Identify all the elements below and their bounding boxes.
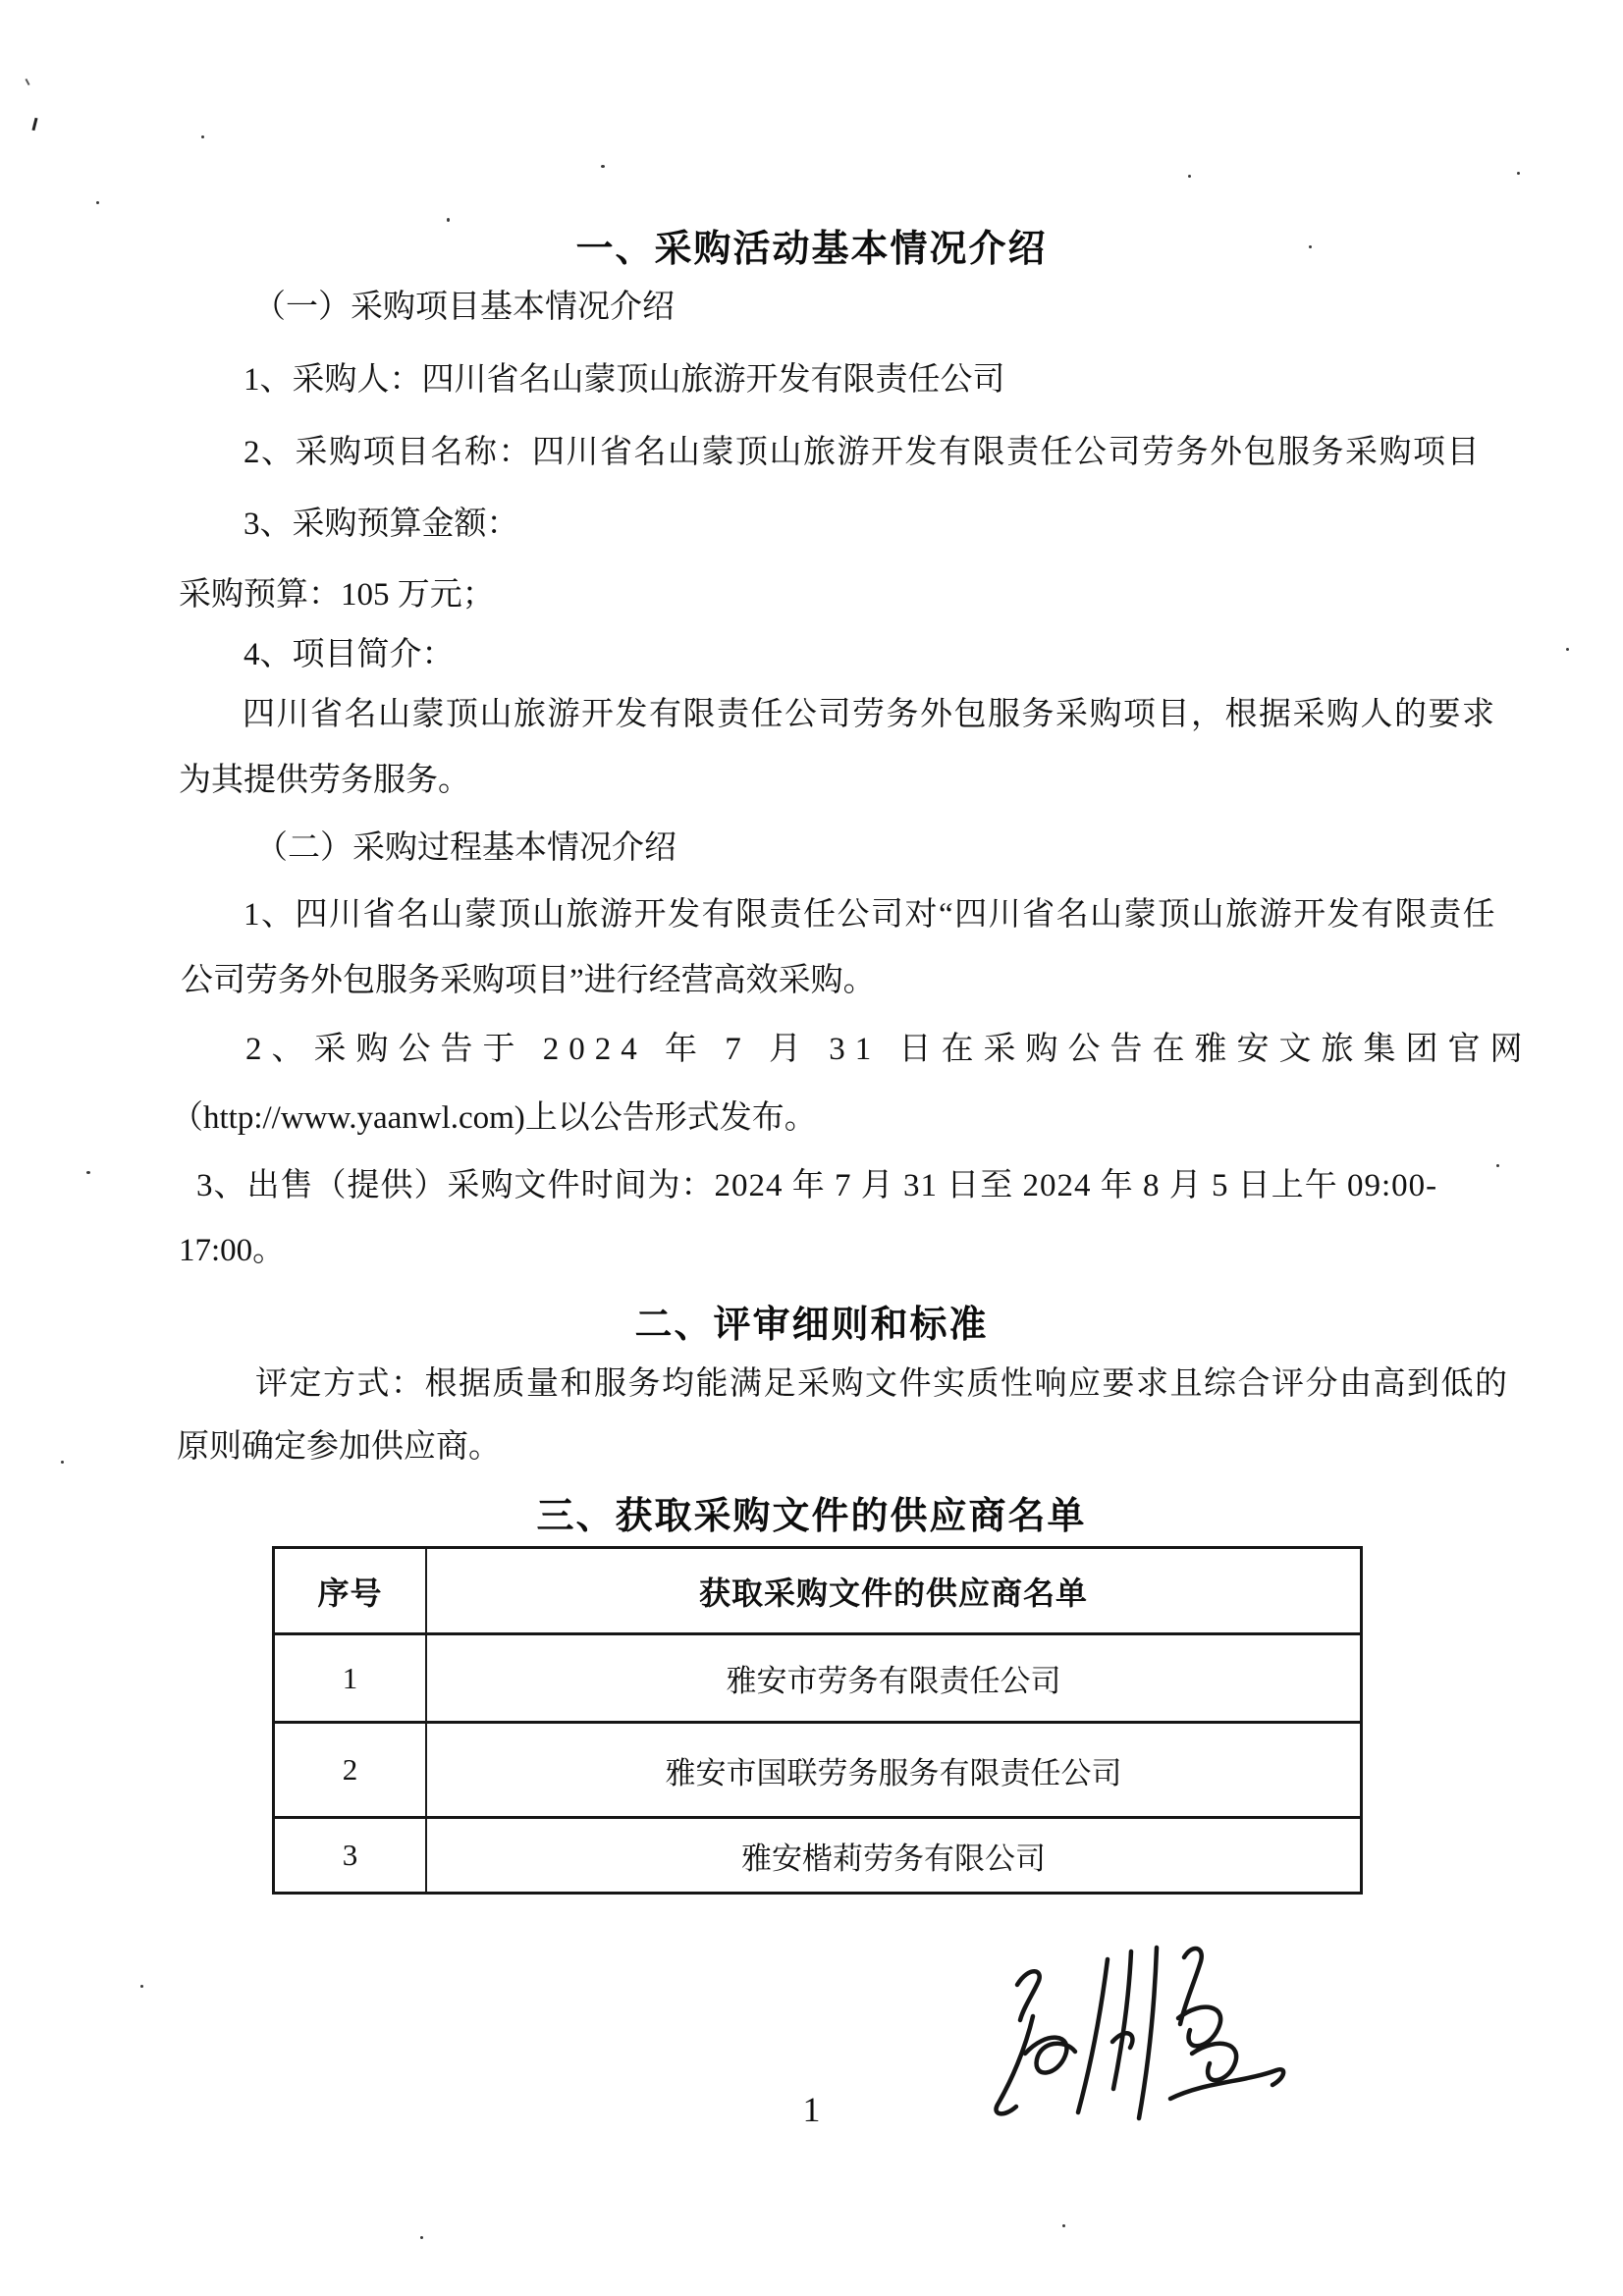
project-brief-line1: 四川省名山蒙顶山旅游开发有限责任公司劳务外包服务采购项目，根据采购人的要求 [243,697,1496,732]
table-row-supplier: 雅安市劳务有限责任公司 [427,1635,1360,1724]
project-brief-line2: 为其提供劳务服务。 [179,763,470,798]
scan-speck [1566,648,1569,651]
budget-title-line: 3、采购预算金额： [243,507,519,542]
scan-mark [25,79,29,85]
subsection2-title: （二）采购过程基本情况介绍 [255,830,676,866]
project-brief-title-line: 4、项目简介： [243,637,455,672]
project-name-line: 2、采购项目名称：四川省名山蒙顶山旅游开发有限责任公司劳务外包服务采购项目 [243,435,1481,470]
evaluation-line1: 评定方式：根据质量和服务均能满足采购文件实质性响应要求且综合评分由高到低的 [255,1366,1509,1402]
scan-speck [1188,175,1191,178]
page-number: 1 [802,2090,821,2129]
section2-heading: 二、评审细则和标准 [634,1305,989,1346]
evaluation-line2: 原则确定参加供应商。 [177,1429,501,1465]
table-row-supplier: 雅安市国联劳务服务有限责任公司 [427,1724,1360,1819]
supplier-table [272,1546,1363,1895]
scan-speck [1496,1164,1499,1167]
section1-heading: 一、采购活动基本情况介绍 [575,229,1048,270]
process-item2-line1: 2、采购公告于 2024 年 7 月 31 日在采购公告在雅安文旅集团官网 [245,1032,1533,1067]
scan-speck [1062,2224,1065,2227]
table-header-serial: 序号 [275,1549,427,1635]
scan-speck [420,2236,423,2239]
table-header-supplier: 获取采购文件的供应商名单 [427,1549,1360,1635]
table-row-serial: 2 [275,1724,427,1819]
table-row-supplier: 雅安楷莉劳务有限公司 [741,1841,1046,1876]
scan-speck [1517,172,1520,175]
scan-speck [86,1171,90,1174]
scan-mark [31,118,37,131]
scan-speck [96,201,99,204]
process-item3-line2: 17:00。 [179,1233,286,1268]
scan-speck [61,1461,64,1464]
scan-speck [140,1985,143,1988]
section3-heading: 三、获取采购文件的供应商名单 [536,1496,1087,1537]
budget-amount-line: 采购预算：105 万元； [179,577,495,613]
process-item3-line1: 3、出售（提供）采购文件时间为：2024 年 7 月 31 日至 2024 年 8 月 5 日上午 09:00- [196,1168,1438,1203]
process-item2-line2: （http://www.yaanwl.com)上以公告形式发布。 [171,1100,817,1136]
table-row-serial: 3 [275,1819,427,1892]
process-item1-line1: 1、四川省名山蒙顶山旅游开发有限责任公司对“四川省名山蒙顶山旅游开发有限责任 [243,897,1497,933]
table-row-serial: 1 [275,1635,427,1724]
scan-speck [201,135,204,138]
scan-speck [601,165,605,168]
subsection1-title: （一）采购项目基本情况介绍 [253,290,675,325]
purchaser-line: 1、采购人：四川省名山蒙顶山旅游开发有限责任公司 [243,362,1005,398]
process-item1-line2: 公司劳务外包服务采购项目”进行经营高效采购。 [181,963,876,998]
